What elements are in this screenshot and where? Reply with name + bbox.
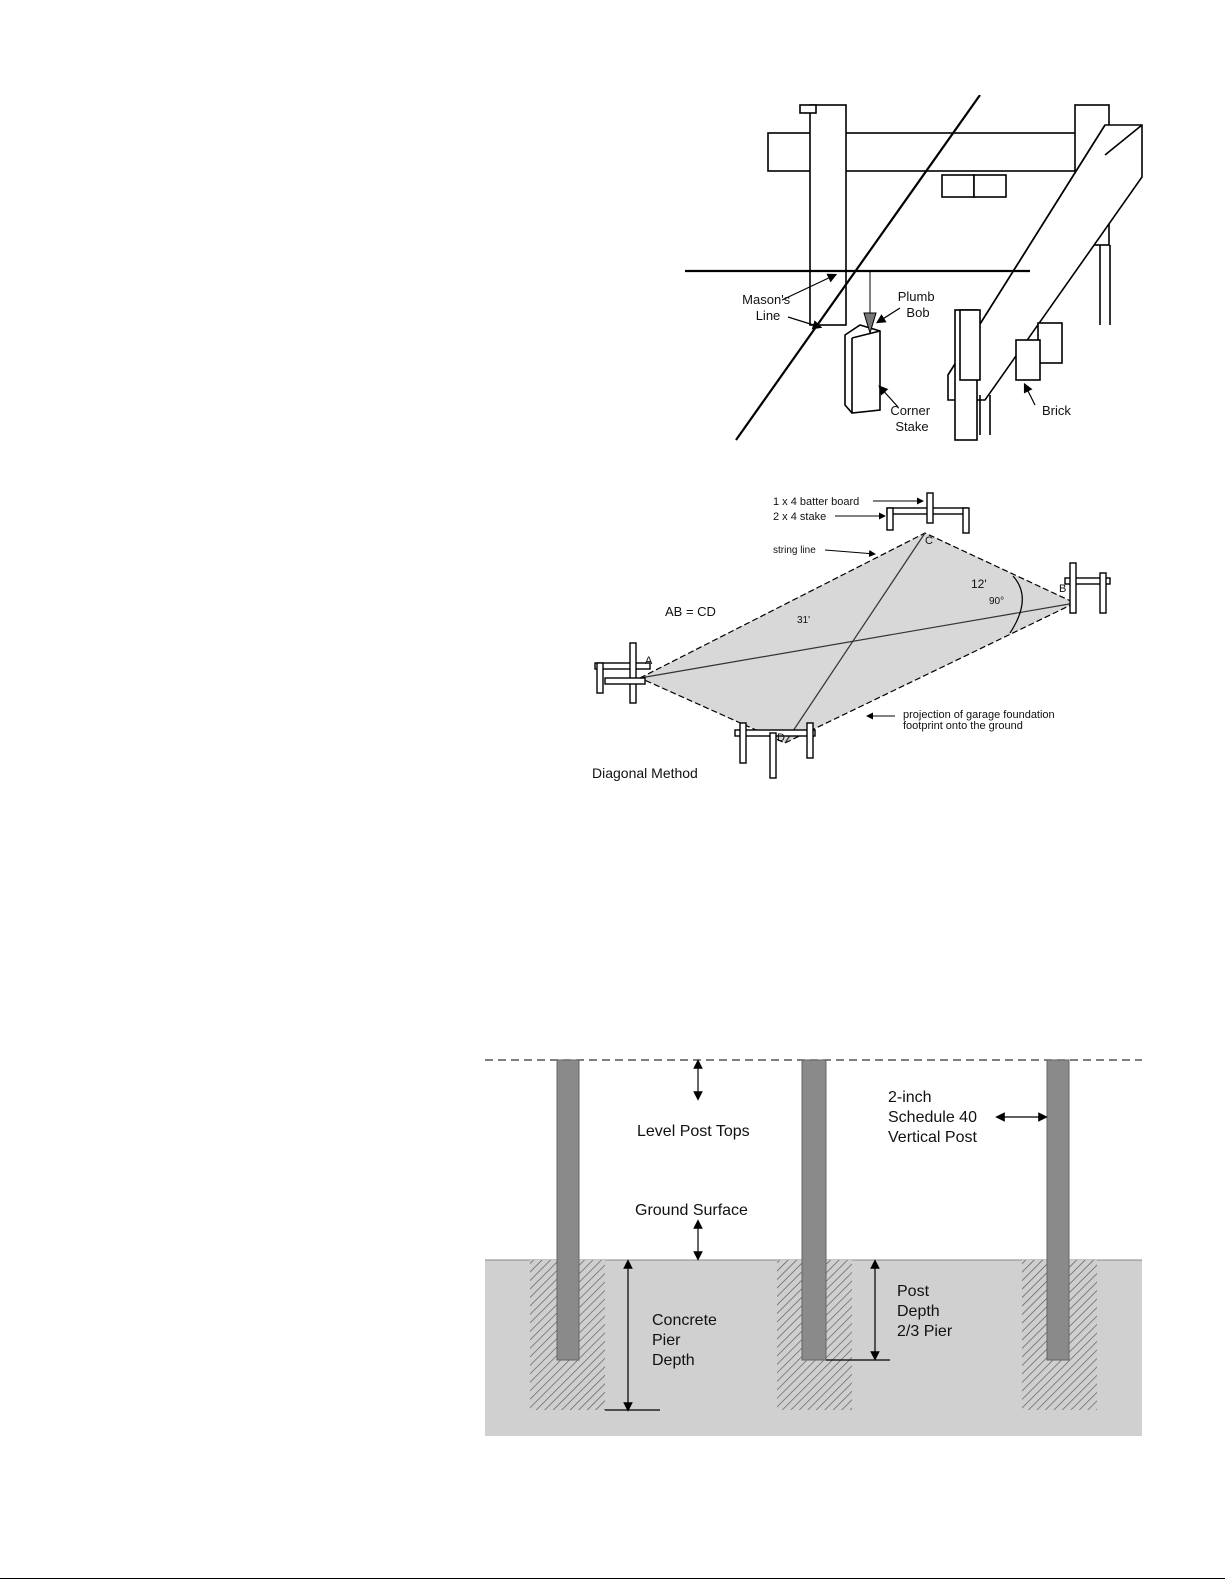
label-string-line: string line [773,545,816,556]
post-3 [1047,1060,1069,1360]
label-31ft: 31' [797,615,811,626]
brick-right-2 [1016,340,1040,380]
label-corner-a: A [645,655,653,667]
batter-board-a [595,643,650,703]
label-post-spec: 2-inch Schedule 40 Vertical Post [888,1089,977,1146]
batter-board-b [1065,563,1110,613]
label-stake: 2 x 4 stake [773,511,827,523]
label-level-post-tops: Level Post Tops [637,1123,750,1140]
brick-right-1 [1038,323,1062,363]
label-corner-stake: Corner Stake [890,403,931,434]
label-corner-d: D [777,732,785,744]
post-1 [557,1060,579,1360]
batter-board-d [735,723,815,778]
masons-line-figure [680,95,1150,465]
label-12ft: 12' [971,577,987,591]
post-2 [802,1060,826,1360]
page-bottom-rule [0,1578,1225,1579]
label-plumb-bob: Plumb Bob [897,289,935,320]
corner-stake [845,325,880,413]
label-concrete-pier-depth: Concrete Pier Depth [652,1312,717,1369]
label-batter-board: 1 x 4 batter board [773,496,860,508]
figure-caption-diagonal-method: Diagonal Method [592,765,698,781]
label-projection: projection of garage foundation footprint onto the ground [903,709,1055,732]
label-ground-surface: Ground Surface [635,1202,748,1219]
label-masons-line: Mason's Line [742,292,791,323]
batter-board-c [887,493,969,533]
brick-back [942,175,974,197]
label-90deg: 90° [989,596,1005,607]
label-corner-c: C [925,535,933,547]
label-ab-cd: AB = CD [665,604,716,619]
label-corner-b: B [1059,583,1067,595]
diagonal-method-figure [585,478,1125,790]
label-brick: Brick [1042,403,1071,418]
label-post-depth: Post Depth 2/3 Pier [897,1283,953,1340]
post-depth-figure [480,1050,1145,1440]
